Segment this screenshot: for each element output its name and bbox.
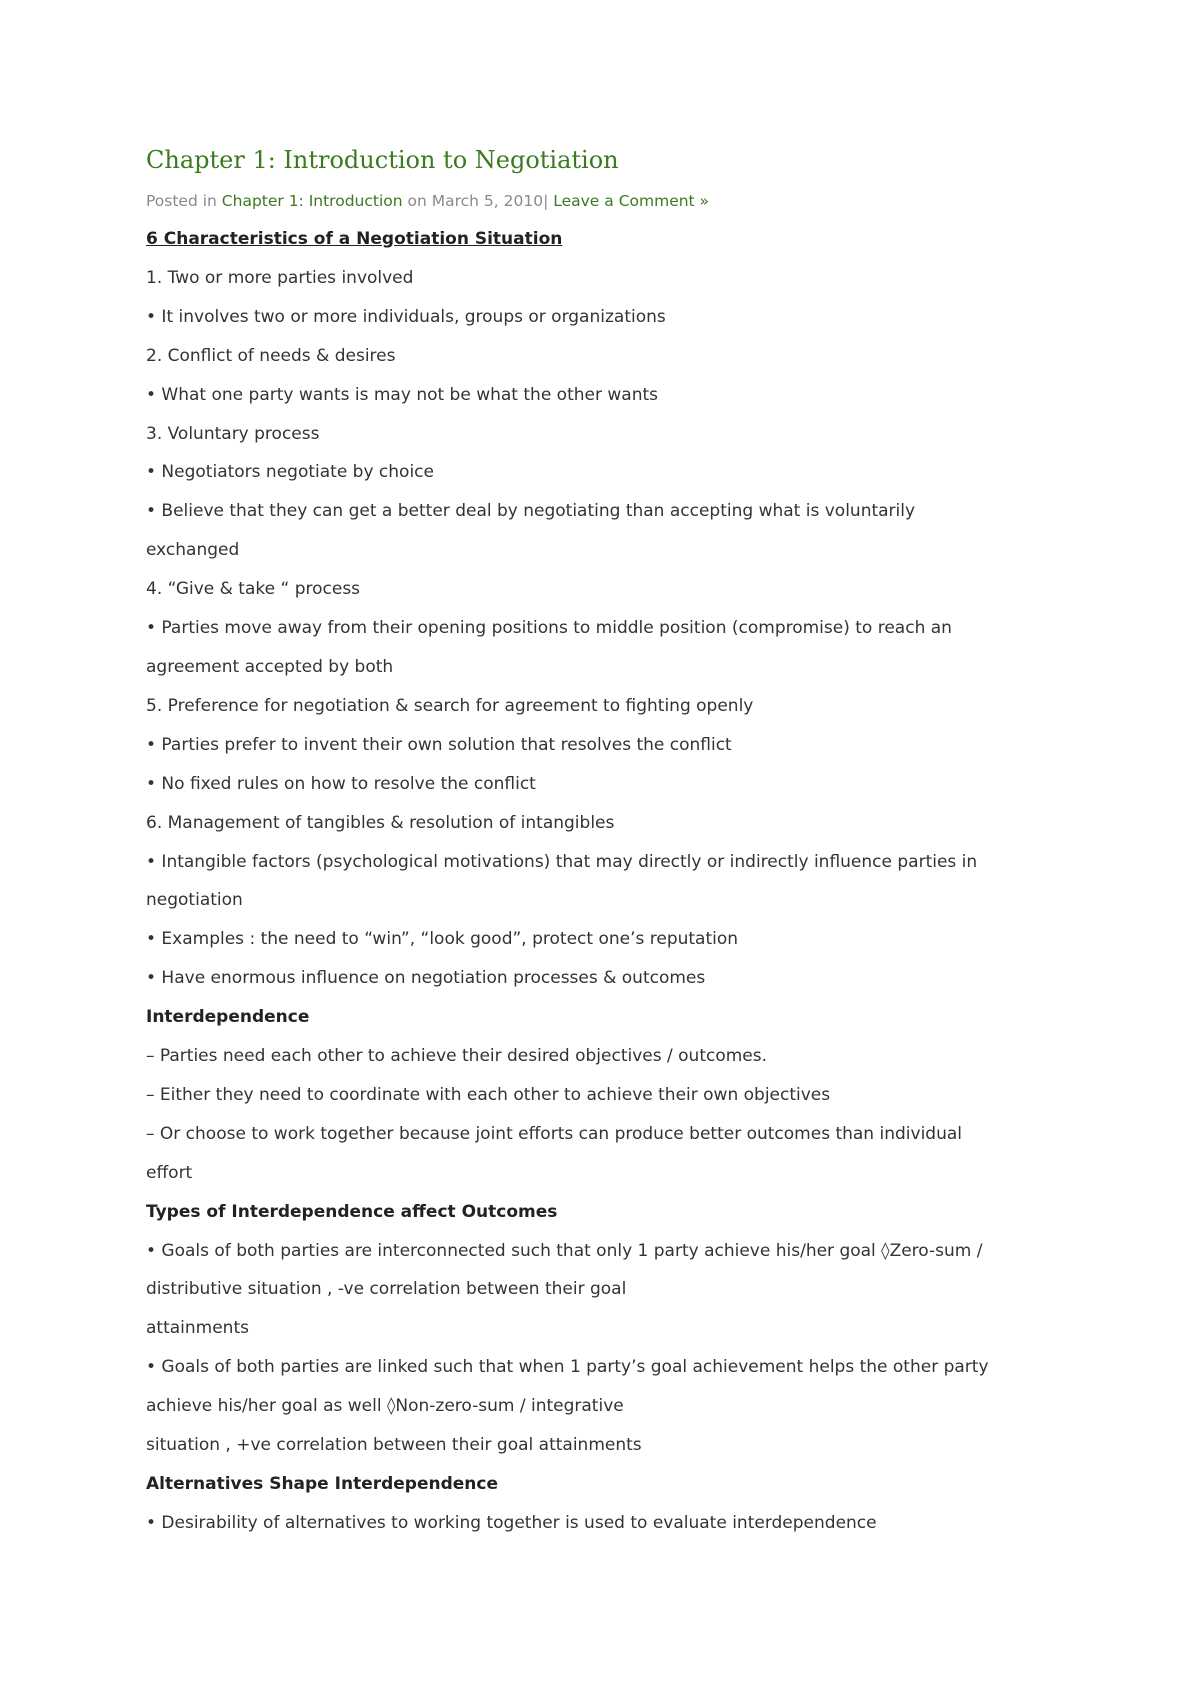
bullet-item: • Parties move away from their opening positions to middle position (compromise) to reach an [146, 618, 952, 639]
posted-in-label: Posted in [146, 192, 222, 210]
numbered-item: 6. Management of tangibles & resolution of intangibles [146, 812, 615, 833]
bullet-item: • Have enormous influence on negotiation processes & outcomes [146, 968, 706, 989]
bullet-item-continued: agreement accepted by both [146, 656, 394, 677]
leave-comment-link[interactable]: Leave a Comment » [553, 192, 710, 210]
dash-item: – Either they need to coordinate with each other to achieve their own objectives [146, 1084, 831, 1105]
numbered-item: 5. Preference for negotiation & search for agreement to fighting openly [146, 695, 754, 716]
bullet-item: • Intangible factors (psychological motivations) that may directly or indirectly influence parties in [146, 851, 978, 872]
dash-item: – Parties need each other to achieve their desired objectives / outcomes. [146, 1046, 768, 1067]
bullet-item: • It involves two or more individuals, groups or organizations [146, 306, 666, 327]
bullet-item: • Desirability of alternatives to working together is used to evaluate interdependence [146, 1512, 877, 1533]
bullet-item-continued: situation , +ve correlation between their goal attainments [146, 1435, 642, 1456]
numbered-item: 1. Two or more parties involved [146, 267, 414, 288]
bullet-item: • Parties prefer to invent their own solution that resolves the conflict [146, 734, 732, 755]
post-body [146, 220, 1086, 1543]
numbered-item: 4. “Give & take “ process [146, 579, 361, 600]
blog-post [146, 140, 1086, 1543]
section-heading: 6 Characteristics of a Negotiation Situation [146, 229, 563, 249]
category-link[interactable]: Chapter 1: Introduction [221, 192, 403, 210]
post-meta [146, 188, 1086, 214]
bullet-item-continued: distributive situation , -ve correlation between their goal [146, 1279, 627, 1300]
bullet-item: • Goals of both parties are linked such that when 1 party’s goal achievement helps the other party [146, 1357, 989, 1378]
bullet-item: • Believe that they can get a better deal by negotiating than accepting what is voluntarily [146, 501, 916, 522]
bullet-item: • Goals of both parties are interconnected such that only 1 party achieve his/her goal ◊Zero-sum / [146, 1240, 983, 1261]
bullet-item-continued: exchanged [146, 540, 240, 561]
numbered-item: 3. Voluntary process [146, 423, 320, 444]
bullet-item-continued: achieve his/her goal as well ◊Non-zero-sum / integrative [146, 1396, 624, 1417]
bullet-item: • Examples : the need to “win”, “look good”, protect one’s reputation [146, 929, 739, 950]
bullet-item-continued: attainments [146, 1318, 249, 1339]
dash-item-continued: effort [146, 1162, 193, 1183]
post-date: on March 5, 2010| [402, 192, 554, 210]
section-heading: Alternatives Shape Interdependence [146, 1474, 499, 1494]
bullet-item: • What one party wants is may not be what the other wants [146, 384, 658, 405]
post-title[interactable]: Chapter 1: Introduction to Negotiation [146, 146, 619, 174]
bullet-item-continued: negotiation [146, 890, 243, 911]
numbered-item: 2. Conflict of needs & desires [146, 345, 396, 366]
dash-item: – Or choose to work together because joint efforts can produce better outcomes than individual [146, 1123, 962, 1144]
bullet-item: • Negotiators negotiate by choice [146, 462, 434, 483]
section-heading: Types of Interdependence affect Outcomes [146, 1201, 558, 1222]
section-heading: Interdependence [146, 1007, 310, 1028]
bullet-item: • No fixed rules on how to resolve the conflict [146, 773, 536, 794]
